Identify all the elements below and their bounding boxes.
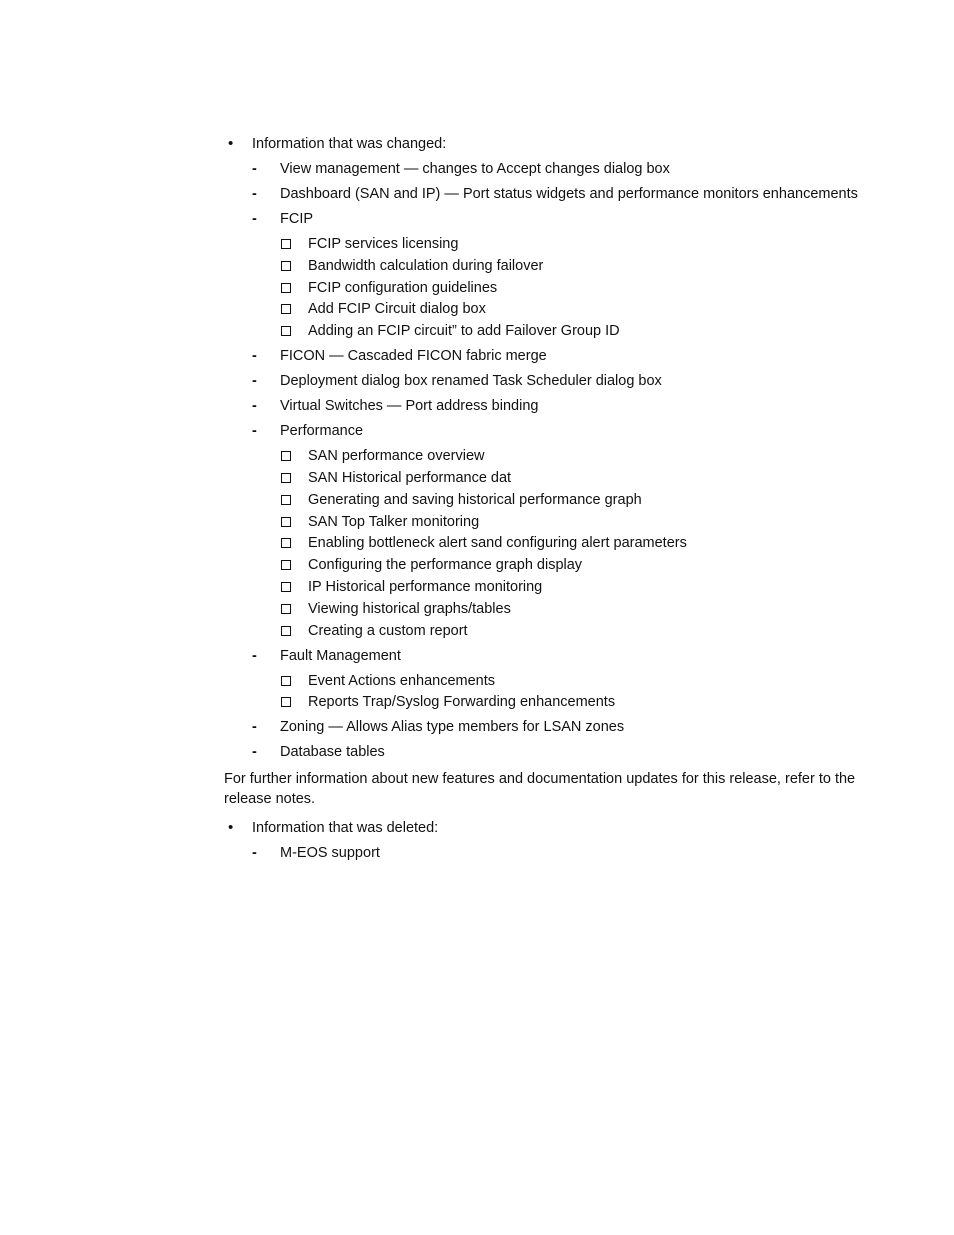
checkbox-square-icon: [281, 560, 291, 570]
list-item-text: FCIP: [280, 211, 314, 227]
sub-list-item: [224, 321, 864, 346]
bullet-item-changed: [224, 134, 864, 159]
dash-icon: -: [252, 845, 257, 862]
sub-list-item-text: SAN Historical performance dat: [308, 469, 512, 486]
sub-list-item-text: IP Historical performance monitoring: [308, 578, 543, 595]
bullet-icon: •: [228, 135, 234, 152]
sub-list-item-text: FCIP services licensing: [308, 236, 459, 252]
dash-icon: -: [252, 744, 257, 761]
checkbox-square-icon: [281, 517, 291, 527]
sub-list-item: [224, 278, 864, 300]
list-item: [224, 209, 864, 234]
list-item: [224, 371, 864, 396]
checkbox-square-icon: [281, 261, 291, 271]
list-item-text: Deployment dialog box renamed Task Scheduler dialog box: [280, 373, 662, 390]
bullet-icon: •: [228, 819, 234, 837]
bullet-item-deleted: [224, 818, 864, 843]
sub-list-item-text: SAN performance overview: [308, 448, 485, 465]
list-item: [224, 159, 864, 184]
dash-icon: -: [252, 373, 257, 390]
sub-list-item: [224, 533, 864, 555]
checkbox-square-icon: [281, 239, 291, 249]
sub-list-item-text: Reports Trap/Syslog Forwarding enhancements: [308, 694, 616, 711]
sub-list-item: [224, 256, 864, 278]
sub-list-item-text: SAN Top Talker monitoring: [308, 513, 480, 530]
sub-list-item-text: FCIP configuration guidelines: [308, 279, 498, 296]
sub-list-item-text: Bandwidth calculation during failover: [308, 257, 544, 274]
sub-list-item: [224, 468, 864, 490]
list-item: [224, 346, 864, 371]
sub-list-item: [224, 692, 864, 717]
checkbox-square-icon: [281, 326, 291, 336]
list-item: [224, 717, 864, 742]
dash-icon: -: [252, 398, 257, 415]
list-item-text: View management — changes to Accept changes dialog box: [280, 161, 670, 177]
dash-icon: -: [252, 647, 257, 664]
bullet-text: Information that was deleted:: [252, 820, 439, 837]
list-item-text: M-EOS support: [280, 845, 380, 862]
sub-list-item: [224, 671, 864, 693]
checkbox-square-icon: [281, 626, 291, 636]
sub-list-item: [224, 599, 864, 621]
sub-list-item-text: Adding an FCIP circuit” to add Failover Group ID: [308, 323, 620, 340]
list-item: [224, 843, 864, 868]
checkbox-square-icon: [281, 495, 291, 505]
sub-list-item-text: Enabling bottleneck alert sand configuring alert parameters: [308, 535, 687, 552]
list-item-text: Virtual Switches — Port address binding: [280, 398, 539, 415]
checkbox-square-icon: [281, 697, 291, 707]
dash-icon: -: [252, 423, 257, 440]
sub-list-item: [224, 234, 864, 256]
list-item-text: FICON — Cascaded FICON fabric merge: [280, 348, 547, 365]
sub-list-item: [224, 490, 864, 512]
list-item: [224, 421, 864, 446]
sub-list-item: [224, 621, 864, 646]
dash-icon: -: [252, 348, 257, 365]
sub-list-item-text: Configuring the performance graph display: [308, 557, 583, 574]
sub-list-item-text: Generating and saving historical performance graph: [308, 491, 642, 508]
dash-icon: -: [252, 186, 257, 202]
sub-list-item: [224, 512, 864, 534]
sub-list-item-text: Viewing historical graphs/tables: [308, 600, 511, 617]
sub-list-item: [224, 555, 864, 577]
checkbox-square-icon: [281, 538, 291, 548]
sub-list-item: [224, 299, 864, 321]
list-item-text: Performance: [280, 423, 364, 440]
sub-list-item-text: Add FCIP Circuit dialog box: [308, 301, 486, 318]
list-item-text: Zoning — Allows Alias type members for LSAN zones: [280, 719, 625, 736]
sub-list-item: [224, 446, 864, 468]
dash-icon: -: [252, 719, 257, 736]
bullet-text: Information that was changed:: [252, 136, 447, 152]
sub-list-item-text: Event Actions enhancements: [308, 672, 496, 689]
sub-list-item: [224, 577, 864, 599]
checkbox-square-icon: [281, 604, 291, 614]
dash-icon: -: [252, 161, 257, 177]
list-item: [224, 646, 864, 671]
checkbox-square-icon: [281, 283, 291, 293]
sub-list-item-text: Creating a custom report: [308, 622, 468, 639]
list-item-text: Fault Management: [280, 647, 401, 664]
checkbox-square-icon: [281, 451, 291, 461]
checkbox-square-icon: [281, 473, 291, 483]
list-item: [224, 396, 864, 421]
list-item-text: Dashboard (SAN and IP) — Port status widgets and performance monitors enhancements: [280, 186, 858, 202]
checkbox-square-icon: [281, 304, 291, 314]
dash-icon: -: [252, 211, 257, 227]
release-notes-paragraph: For further information about new features and documentation updates for this release, refer to the release notes.: [224, 771, 856, 807]
list-item: [224, 184, 864, 209]
list-item-text: Database tables: [280, 744, 385, 761]
document-body: [224, 134, 864, 868]
list-item: [224, 742, 864, 767]
checkbox-square-icon: [281, 582, 291, 592]
checkbox-square-icon: [281, 676, 291, 686]
